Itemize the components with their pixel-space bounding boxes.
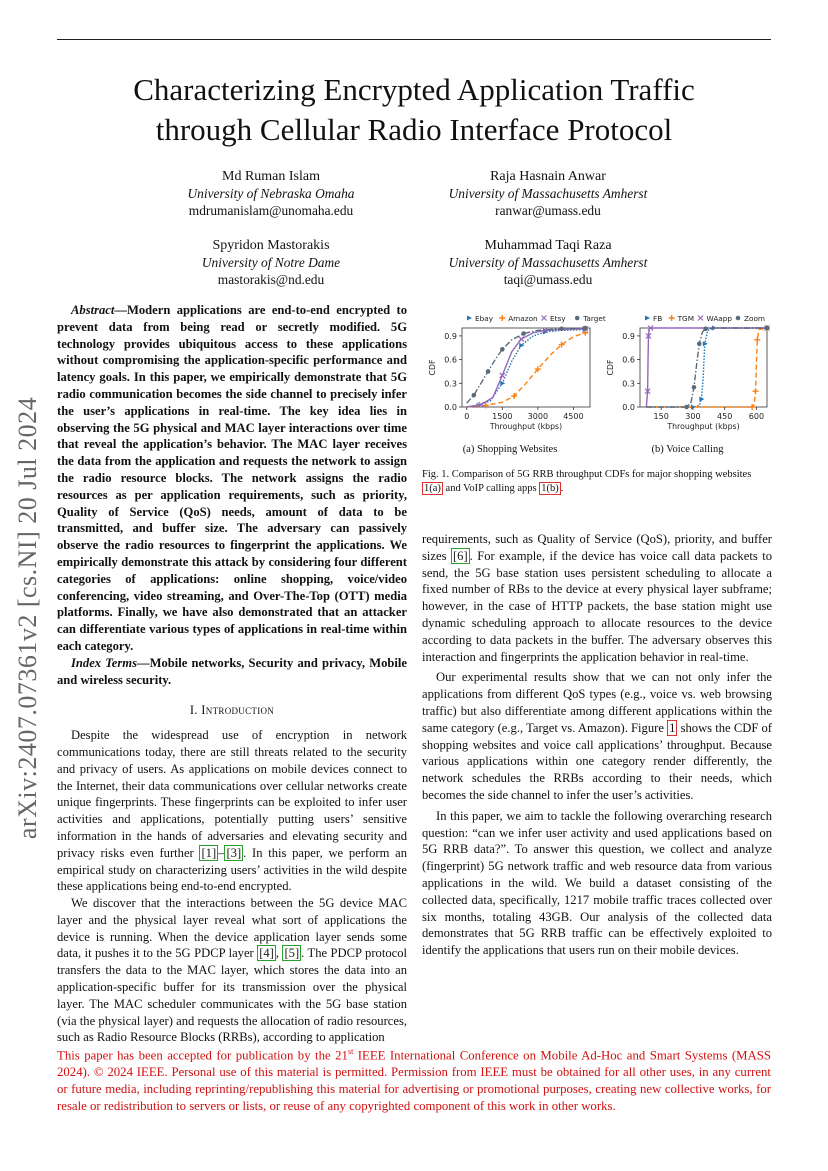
series-line <box>646 328 767 407</box>
data-point <box>699 397 704 402</box>
x-tick-label: 1500 <box>492 412 513 421</box>
series-line <box>467 330 586 407</box>
section-heading <box>57 702 407 719</box>
x-tick-label: 4500 <box>563 412 584 421</box>
text-run: and VoIP calling apps <box>442 483 540 494</box>
index-terms <box>57 655 407 689</box>
right-paragraph-2 <box>422 669 772 803</box>
author-email: taqi@umass.edu <box>503 272 593 287</box>
x-tick-label: 3000 <box>527 412 549 421</box>
data-point <box>559 326 564 331</box>
author-email: ranwar@umass.edu <box>495 203 601 218</box>
figure-ref-link[interactable]: 1(b) <box>541 483 559 494</box>
text-run: IEEE International Conference on Mobile Ad-Hoc and Smart Systems (MASS 2024). © 2024 IEEE. Personal use of this material is permitted. Permission from IEEE must be obtained for all other uses, in any current or future media, including reprinting/republishing this material for advertising or promotional purposes, creating new collective works, for resale or redistribution to servers or lists, or reuse of any copyrighted component of this work in other works. <box>57 1048 771 1114</box>
right-column <box>422 531 772 959</box>
figure-caption <box>422 468 774 496</box>
text-run: . For example, if the device has voice call data packets to send, the 5G base station uses persistent scheduling to allocate a fixed number of RBs to the device at every physical layer subframe; however, in the case of HTTP packets, the base station might use dynamic scheduling approach to allocate resources to the device according to data packets in the buffer. The adversary observes this interaction and fingerprints the application behavior in real-time. <box>422 548 772 664</box>
text-run: . <box>560 483 564 494</box>
x-tick-label: 300 <box>685 412 701 421</box>
y-tick-label: 0.6 <box>622 355 635 365</box>
y-tick-label: 0.9 <box>622 331 635 341</box>
y-tick-label: 0.3 <box>622 379 635 389</box>
legend-label: Ebay <box>475 314 494 323</box>
chart-voice <box>606 314 770 431</box>
text-run: requirements, such as Quality of Service (QoS), priority, and buffer sizes <box>422 532 772 563</box>
legend-label: Etsy <box>550 314 566 323</box>
section-name: Introduction <box>201 703 275 718</box>
y-tick-label: 0.0 <box>444 403 457 412</box>
legend-label: Target <box>583 314 606 323</box>
author-block <box>121 237 421 288</box>
text-run: shows the CDF of shopping websites and voice call applications’ throughput. Because various applications within one category render differently, the network schedules the RRBs according to their needs, which becomes the side channel to infer the user’s activities. <box>422 720 773 802</box>
author-affiliation: University of Massachusetts Amherst <box>448 255 648 270</box>
abstract <box>57 302 407 655</box>
legend-label: TGM <box>677 314 695 323</box>
data-point <box>472 393 477 398</box>
legend-label: Amazon <box>508 314 538 323</box>
citation-link[interactable]: [3] <box>226 845 242 860</box>
data-point <box>486 369 491 374</box>
author-name: Spyridon Mastorakis <box>212 238 330 253</box>
text-run: This paper has been accepted for publication by the 21 <box>57 1048 348 1063</box>
text-run: , <box>275 946 283 961</box>
intro-paragraph-2 <box>57 895 407 1046</box>
data-point <box>500 381 505 386</box>
data-point <box>519 337 524 342</box>
legend-label: FB <box>653 314 663 323</box>
arxiv-sidebar <box>8 383 48 853</box>
data-point <box>753 388 759 394</box>
figure-1-charts <box>425 308 775 443</box>
author-name: Md Ruman Islam <box>222 169 320 184</box>
subcaption-a: (a) Shopping Websites <box>462 444 558 455</box>
subcaption-b: (b) Voice Calling <box>651 444 724 455</box>
right-paragraph-3: In this paper, we aim to tackle the following overarching research question: “can we infer user activity and used applications based on 5G RRB data?”. To answer this question, we collect and analyze (fingerprint) 5G network traffic and web resource data from various applications in the wild. We build a dataset consisting of the collected data, specifically, 1217 mobile traffic traces collected over six months, totaling 43GB. Our analysis of the collected data demonstrates that 5G RRB traffic can be effectively exploited to identify the applications that users run on their mobile devices. <box>422 808 772 958</box>
data-point <box>684 405 689 410</box>
text-run: Our experimental results show that we can not only infer the applications from different QoS types (e.g., voice vs. web browsing traffic) but also differentiate among different applications within the same category (e.g., Target vs. Amazon). Figure <box>422 670 772 735</box>
superscript: st <box>347 1047 354 1056</box>
author-block <box>121 168 421 219</box>
index-terms-text: —Mobile networks, Security and privacy, Mobile and wireless security. <box>57 655 407 687</box>
data-point <box>500 347 505 352</box>
author-block <box>398 168 698 219</box>
data-point <box>736 316 741 321</box>
data-point <box>697 342 702 347</box>
series-line <box>646 328 767 407</box>
series-line <box>646 328 767 407</box>
text-run: Despite the widespread use of encryption in network communications today, there are still threats related to the security and privacy of users. As applications on mobile devices connect to the Internet, their data communications over cellular networks create unique fingerprints. These fingerprints can be exploited to infer user activities and applications, potentially putting users’ sensitive information in the hands of adversaries and elevating security and privacy risks even further <box>57 728 407 860</box>
top-rule <box>57 39 771 40</box>
x-axis-label: Throughput (kbps) <box>489 422 563 431</box>
abstract-text: —Modern applications are end-to-end encrypted to prevent data from being read or secretly modified. 5G technology provides ubiquitous access to these applications without compromising the application-specific performance and latency goals. In this paper, we empirically demonstrate that 5G radio communication becomes the side channel to precisely infer the user’s applications in real-time. The key idea lies in observing the 5G physical and MAC layer interactions over time that reveal the application’s behavior. The MAC layer receives the data from the application and requests the network to assign the radio resource blocks. The network assigns the radio resources as per application requirements, such as priority, Quality of Service (QoS) needs, amount of data to be transmitted, and buffer size. The adversary can passively observe the radio resources to fingerprint the applications. We empirically demonstrate this attack by considering four different categories of applications: online shopping, voice/video conferencing, video streaming, and Over-The-Top (OTT) media platforms. Finally, we have also demonstrated that an attacker can differentiate various types of applications in real-time within each category. <box>57 303 407 653</box>
citation-link[interactable]: [6] <box>452 548 468 563</box>
right-paragraph-1 <box>422 531 772 665</box>
intro-paragraph-1 <box>57 727 407 895</box>
text-run: Fig. 1. Comparison of 5G RRB throughput CDFs for major shopping websites <box>422 469 752 480</box>
data-point <box>754 337 760 343</box>
x-axis-label: Throughput (kbps) <box>667 422 740 431</box>
copyright-notice <box>57 1043 771 1115</box>
paper-title <box>57 70 771 150</box>
y-tick-label: 0.6 <box>444 355 457 365</box>
data-point <box>521 331 526 336</box>
section-number: I. <box>189 703 202 718</box>
author-affiliation: University of Notre Dame <box>201 255 341 270</box>
data-point <box>575 316 580 321</box>
text-run: . The PDCP protocol transfers the data to the MAC layer, which stores the data into an application-specific buffer for its transmission over the physical layer. The MAC scheduler communicates with the 5G base station (via the physical layer) and requests the allocation of radio resources, such as Radio Resource Blocks (RRBs), according to application <box>57 946 407 1045</box>
citation-link[interactable]: [5] <box>284 946 300 961</box>
x-tick-label: 600 <box>748 412 765 421</box>
data-point <box>765 326 770 331</box>
figure-ref-link[interactable]: 1(a) <box>424 483 441 494</box>
author-name: Muhammad Taqi Raza <box>484 238 612 253</box>
text-run: We discover that the interactions between the 5G device MAC layer and the physical layer reveal what sort of applications the device is running. When the device application layer sends some data, it pushes it to the 5G PDCP layer <box>57 896 407 961</box>
author-affiliation: University of Massachusetts Amherst <box>448 186 648 201</box>
y-tick-label: 0.3 <box>444 379 457 389</box>
x-tick-label: 0 <box>464 412 470 421</box>
left-column <box>57 302 407 1046</box>
data-point <box>703 326 708 331</box>
x-tick-label: 450 <box>717 412 733 421</box>
y-tick-label: 0.0 <box>622 403 635 412</box>
data-point <box>645 316 650 321</box>
text-run: – <box>218 845 225 860</box>
data-point <box>542 316 547 321</box>
author-email: mdrumanislam@unomaha.edu <box>188 203 354 218</box>
plot-frame <box>462 328 590 407</box>
data-point <box>669 315 675 321</box>
title-line-2: through Cellular Radio Interface Protocol <box>155 112 673 147</box>
legend-label: Zoom <box>744 314 766 323</box>
data-point <box>583 326 588 331</box>
author-name: Raja Hasnain Anwar <box>490 169 606 184</box>
data-point <box>499 315 505 321</box>
author-affiliation: University of Nebraska Omaha <box>187 186 355 201</box>
series-line <box>467 328 586 403</box>
series-line <box>467 333 586 407</box>
y-tick-label: 0.9 <box>444 331 457 341</box>
abstract-label: Abstract <box>71 303 115 317</box>
data-point <box>692 385 697 390</box>
data-point <box>698 316 703 321</box>
y-axis-label: CDF <box>606 359 615 376</box>
index-terms-label: Index Terms <box>71 655 137 670</box>
figure-ref-link[interactable]: 1 <box>669 720 676 735</box>
legend-label: WAapp <box>706 314 733 323</box>
series-line <box>646 328 767 407</box>
citation-link[interactable]: [4] <box>259 946 274 961</box>
text-run: . In this paper, we perform an empirical study on characterizing users’ activities in the wild despite these applications being end-to-end encrypted. <box>57 845 408 894</box>
author-block <box>398 237 698 288</box>
chart-shopping <box>428 314 606 431</box>
x-tick-label: 150 <box>653 412 669 421</box>
title-line-1: Characterizing Encrypted Application Traffic <box>133 72 695 107</box>
y-axis-label: CDF <box>428 359 437 376</box>
series-line <box>467 329 586 407</box>
author-email: mastorakis@nd.edu <box>217 272 325 287</box>
citation-link[interactable]: [1] <box>201 845 217 860</box>
arxiv-id[interactable]: arXiv:2407.07361v2 [cs.NI] 20 Jul 2024 <box>13 396 42 840</box>
data-point <box>467 316 472 321</box>
